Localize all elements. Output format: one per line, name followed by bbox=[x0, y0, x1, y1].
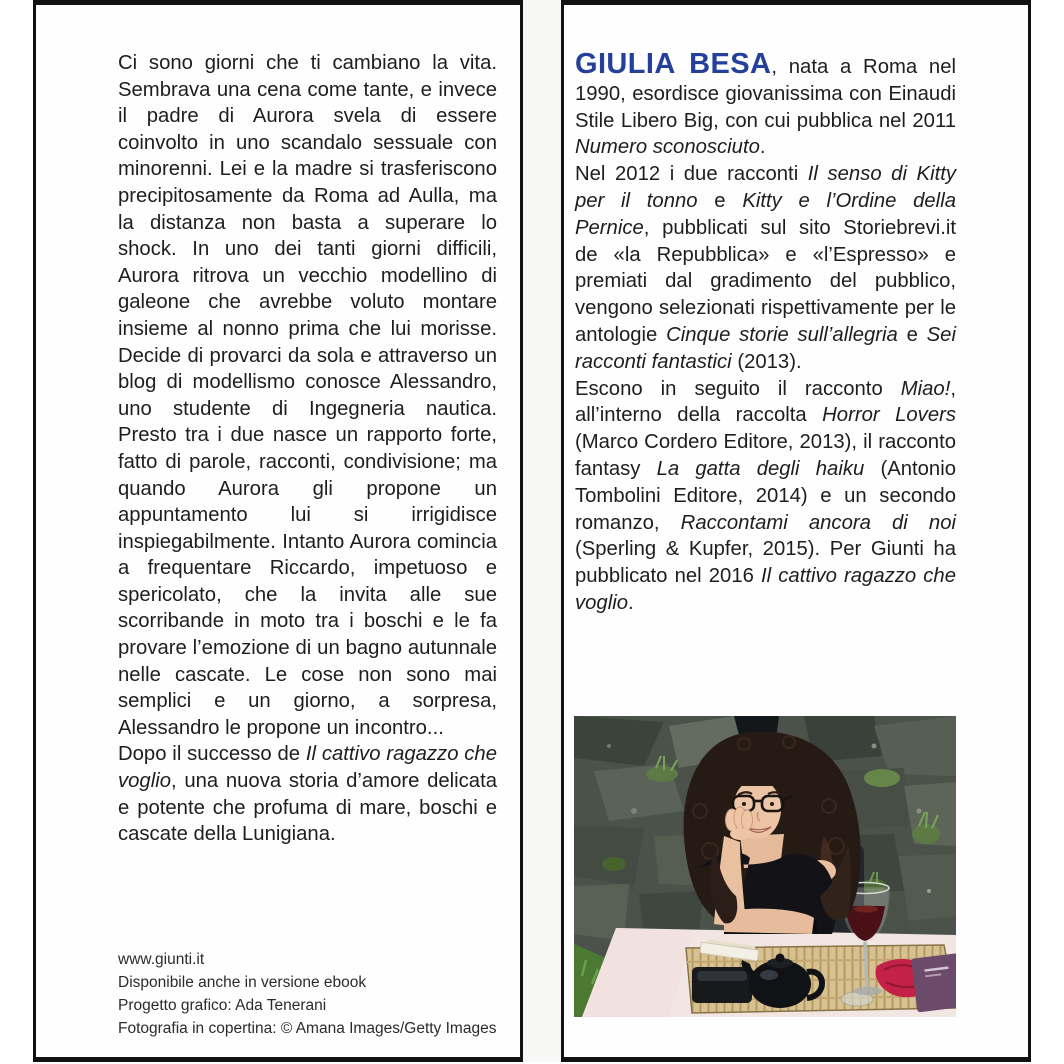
spine-strip bbox=[520, 0, 564, 1062]
credit-line: www.giunti.it bbox=[118, 951, 205, 968]
author-photo bbox=[574, 716, 956, 1017]
synopsis-block bbox=[118, 50, 497, 848]
synopsis-paragraph: Dopo il successo de Il cattivo ragazzo che voglio, una nuova storia d’amore delicata e potente che profuma di mare, boschi e cascate della Lunigiana. bbox=[118, 743, 497, 846]
synopsis-paragraph: Ci sono giorni che ti cambiano la vita. Sembrava una cena come tante, e invece il padre di Aurora svela di essere coinvolto in uno scandalo sessuale con minorenni. Lei e la madre si trasferiscono precipitosamente da Roma ad Aulla, ma la distanza non basta a superare lo shock. In uno dei tanti giorni difficili, Aurora ritrova un vecchio modellino di galeone che avrebbe voluto montare insieme al nonno prima che lui morisse. Decide di provarci da sola e attraverso un blog di modellismo conosce Alessandro, uno studente di Ingegneria nautica. Presto tra i due nasce un rapporto forte, fatto di parole, racconti, condivisione; ma quando Aurora gli propone un appuntamento lui si irrigidisce inspiegabilmente. Intanto Aurora comincia a frequentare Riccardo, impetuoso e spericolato, che la invita alle sue scorribande in moto tra i boschi e le fa provare l’emozione di un bagno autunnale nelle cascate. Le cose non sono mai semplici e un giorno, a sorpresa, Alessandro le propone un incontro... bbox=[118, 52, 497, 739]
author-bio-paragraph: Escono in seguito il racconto Miao!, all’interno della raccolta Horror Lovers (Marco Cordero Editore, 2013), il racconto fantasy La gatta degli haiku (Antonio Tombolini Editore, 2014) e un secondo romanzo, Raccontami ancora di noi (Sperling & Kupfer, 2015). Per Giunti ha pubblicato nel 2016 Il cattivo ragazzo che voglio. bbox=[575, 377, 956, 614]
credits-block bbox=[118, 948, 518, 1040]
credit-line: Disponibile anche in versione ebook bbox=[118, 974, 367, 991]
credit-line: Fotografia in copertina: © Amana Images/Getty Images bbox=[118, 1020, 497, 1037]
menu-card bbox=[911, 953, 956, 1013]
credit-line: Progetto grafico: Ada Tenerani bbox=[118, 997, 327, 1014]
author-bio-paragraph: GIULIA BESA, nata a Roma nel 1990, esordisce giovanissima con Einaudi Stile Libero Big, con cui pubblica nel 2011 Numero sconosciuto. bbox=[575, 48, 956, 159]
soy-dish bbox=[692, 967, 752, 1003]
author-bio-block bbox=[575, 50, 956, 617]
author-photo-illustration bbox=[574, 716, 956, 1017]
author-bio-paragraph: Nel 2012 i due racconti Il senso di Kitty per il tonno e Kitty e l’Ordine della Pernice, pubblicati sul sito Storiebrevi.it de «la Repubblica» e «l’Espresso» e premiati dal gradimento del pubblico, vengono selezionati rispettivamente per le antologie Cinque storie sull’allegria e Sei racconti fantastici (2013). bbox=[575, 163, 956, 373]
